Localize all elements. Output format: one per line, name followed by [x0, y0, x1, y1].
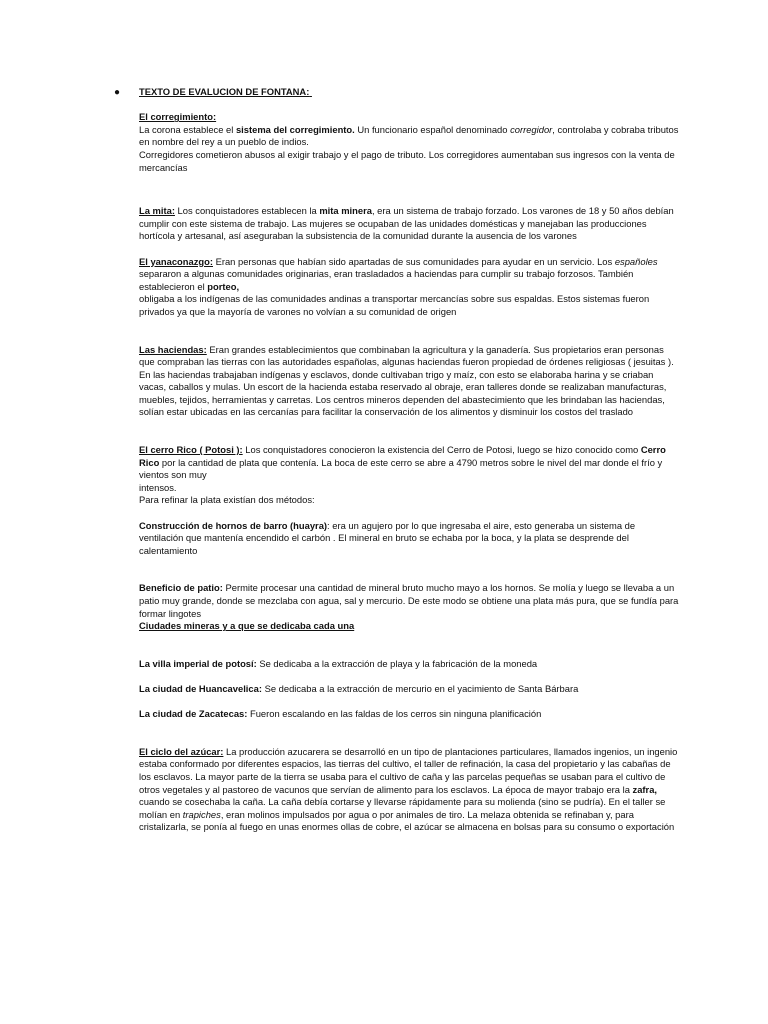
- corregimiento-paragraph-2: Corregidores cometieron abusos al exigir trabajo y el pago de tributo. Los corregidores aumentaban sus ingresos con la venta de mercancías: [139, 148, 675, 173]
- azucar-heading: El ciclo del azúcar:: [139, 745, 224, 757]
- yanaconazgo-text-2: separaron a algunas comunidades originarias, eran trasladados a haciendas para cumplir su trabajo forzosos. También establecieron el: [139, 268, 634, 292]
- trapiches-term: trapiches: [182, 808, 221, 820]
- haciendas-paragraph: [139, 344, 679, 369]
- yanaconazgo-heading: El yanaconazgo:: [139, 255, 213, 267]
- mita-paragraph: [139, 205, 679, 243]
- mita-text-1: Los conquistadores establecen la: [174, 205, 320, 217]
- huancavelica-paragraph: [139, 683, 679, 696]
- sistema-corregimiento-term: sistema del corregimiento.: [235, 123, 355, 135]
- yanaconazgo-text-1: Eran personas que habían sido apartadas de sus comunidades para ayudar en un servicio. Los: [212, 255, 615, 267]
- corregimiento-heading: El corregimiento:: [139, 111, 217, 123]
- yanaconazgo-paragraph: [139, 256, 679, 294]
- zacatecas-text: Fueron escalando en las faldas de los cerros sin ninguna planificación: [247, 708, 542, 720]
- azucar-text-1: La producción azucarera se desarrolló en un tipo de plantaciones particulares, llamados ingenios, un ingenio estaba conformado por diferentes espacios, las tierras del cultivo, el taller de refinación, la casa del propietario y las cabañas de los esclavos. La mayor parte de la tierra se usaba para el cultivo de caña y las parcelas pequeñas se usaban para el cultivo de otros vegetales y al pastoreo de vacunos que servían de alimento para los esclavos. La época de mayor trabajo era la: [139, 745, 678, 795]
- cerro-text-1: Los conquistadores conocieron la existencia del Cerro de Potosi, luego se hizo conocido como: [242, 444, 641, 456]
- cerro-heading: El cerro Rico ( Potosi ):: [139, 444, 243, 456]
- list-bullet: ●: [114, 87, 121, 98]
- potosi-text: Se dedicaba a la extracción de playa y la fabricación de la moneda: [256, 657, 538, 669]
- yanaconazgo-paragraph-2: obligaba a los indígenas de las comunidades andinas a transportar mercancías sobre sus espaldas. Estos sistemas fueron privados ya que la mayoría de varones no volvían a su comunidad de origen: [139, 293, 650, 317]
- corregimiento-text-2: Un funcionario español denominado: [354, 123, 511, 135]
- patio-heading: Beneficio de patio:: [139, 582, 223, 594]
- porteo-term: porteo,: [207, 280, 240, 292]
- document-title: [139, 86, 679, 99]
- corregimiento-text-1: La corona establece el: [139, 123, 236, 135]
- haciendas-paragraph-2: En las haciendas trabajaban indígenas y esclavos, donde cultivaban trigo y maíz, con esto se elaboraba harina y se criaban vacas, caballos y mulas. Un escort de la hacienda estaba reservado al obraje, eran talleres donde se realizaban manufacturas, muebles, tejidos, herramientas y carretas. Los centros mineros dependen del abastecimiento que les brindaban las haciendas, solían estar ubicadas en las cercanías para facilitar la conservación de los alimentos y disminuir los costos del traslado: [139, 368, 667, 418]
- cerro-rico-term: Cerro Rico: [139, 444, 666, 468]
- zacatecas-heading: La ciudad de Zacatecas:: [139, 708, 248, 720]
- hornos-heading: Construcción de hornos de barro (huayra): [139, 519, 328, 531]
- huancavelica-text: Se dedicaba a la extracción de mercurio en el yacimiento de Santa Bárbara: [261, 682, 579, 694]
- azucar-text-2: cuando se cosechaba la caña. La caña debía cortarse y llevarse rápidamente para su molienda (sino se pudría). En el taller se molían en: [139, 796, 666, 820]
- patio-text: Permite procesar una cantidad de mineral bruto mucho mayo a los hornos. Se molía y luego se llevaba a un patio muy grande, donde se mezclaba con agua, sal y mercurio. De este modo se obtiene una plata más pura, que se fundía para formar lingotes: [139, 582, 679, 619]
- corregimiento-paragraph-1: [139, 124, 679, 149]
- mita-minera-term: mita minera: [319, 205, 372, 217]
- espanoles-term: españoles: [614, 255, 658, 267]
- potosi-heading: La villa imperial de potosí:: [139, 657, 257, 669]
- cerro-text-2: por la cantidad de plata que contenía. La boca de este cerro se abre a 4790 metros sobre le nivel del mar donde el frío y vientos son muy: [139, 456, 663, 481]
- hornos-paragraph: [139, 520, 679, 558]
- azucar-text-3: , eran molinos impulsados por agua o por animales de tiro. La melaza obtenida se refinaban y, para cristalizarla, se ponía al fuego en unas enormes ollas de cobre, el azúcar se almacena en bolsas para su consumo o exportación: [139, 808, 675, 833]
- haciendas-heading: Las haciendas:: [139, 343, 207, 355]
- cerro-paragraph-3: Para refinar la plata existían dos métodos:: [139, 494, 315, 506]
- patio-paragraph: [139, 582, 679, 620]
- cerro-paragraph: [139, 444, 679, 482]
- potosi-paragraph: [139, 658, 679, 671]
- haciendas-text-1: Eran grandes establecimientos que combinaban la agricultura y la ganadería. Sus propietarios eran personas que compraban las tierras con las autoridades españolas, algunas haciendas fueron propiedad de órdenes religiosas ( jesuitas ).: [139, 343, 674, 368]
- zafra-term: zafra,: [632, 783, 658, 795]
- corregidor-term: corregidor: [510, 123, 553, 135]
- mita-text-2: , era un sistema de trabajo forzado. Los varones de 18 y 50 años debían cumplir con este sistema de trabajo. Las mujeres se ocupaban de las unidades domésticas y manejaban las producciones hortícola y artesanal, así aseguraban la subsistencia de la comunidad durante la ausencia de los varones: [139, 205, 674, 242]
- azucar-paragraph: [139, 746, 679, 834]
- ciudades-mineras-heading: Ciudades mineras y a que se dedicaba cada una: [139, 620, 355, 632]
- mita-heading: La mita:: [139, 205, 175, 217]
- zacatecas-paragraph: [139, 708, 679, 721]
- huancavelica-heading: La ciudad de Huancavelica:: [139, 682, 262, 694]
- title-text: TEXTO DE EVALUCION DE FONTANA:: [139, 86, 310, 97]
- corregimiento-text-3: , controlaba y cobraba tributos en nombre del rey a un pueblo de indios.: [139, 123, 679, 148]
- document-body: [139, 86, 679, 834]
- hornos-text: : era un agujero por lo que ingresaba el aire, esto generaba un sistema de ventilación que mantenía encendido el carbón . El mineral en bruto se echaba por la boca, y la plata se desprende del calentamiento: [139, 519, 636, 556]
- cerro-paragraph-2: intensos.: [139, 481, 177, 493]
